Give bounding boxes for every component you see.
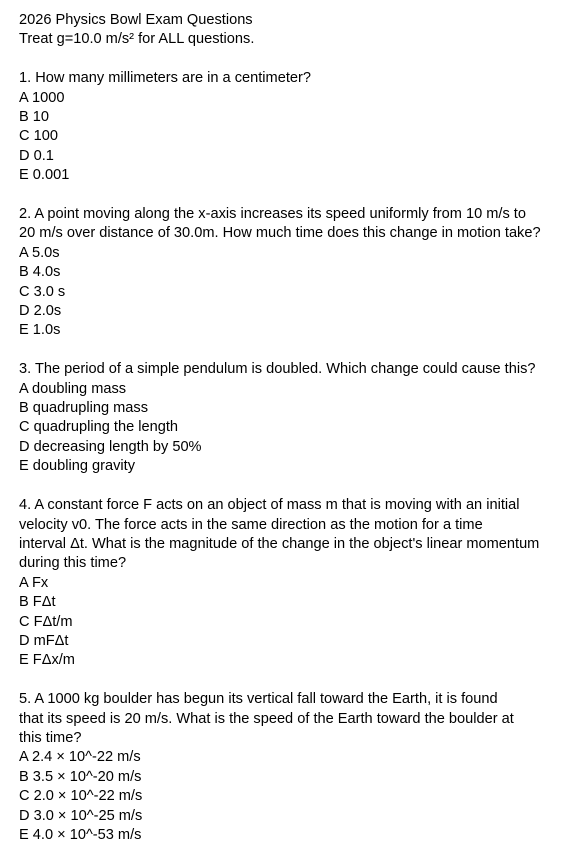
question-4-option-a: A Fx — [19, 574, 49, 591]
question-5-text-line: 5. A 1000 kg boulder has begun its vertical fall toward the Earth, it is found — [19, 691, 498, 708]
question-2-option-d: D 2.0s — [19, 303, 62, 320]
question-5-text-line: this time? — [19, 729, 82, 746]
question-2-option-a: A 5.0s — [19, 244, 60, 261]
question-4-text-line: interval Δt. What is the magnitude of the change in the object's linear momentum — [19, 535, 540, 552]
document-title: 2026 Physics Bowl Exam Questions — [19, 12, 253, 28]
question-4-option-b: B FΔt — [19, 594, 56, 611]
question-1-option-d: D 0.1 — [19, 147, 54, 164]
question-1-option-c: C 100 — [19, 128, 58, 145]
spacer — [19, 671, 584, 690]
question-2-option-e: E 1.0s — [19, 322, 61, 339]
question-3-option-e: E doubling gravity — [19, 458, 136, 475]
question-2-option-b: B 4.0s — [19, 264, 61, 281]
question-4 — [19, 496, 584, 671]
question-5-option-d: D 3.0 × 10^-25 m/s — [19, 807, 143, 824]
question-3-option-a: A doubling mass — [19, 380, 127, 397]
question-3-option-d: D decreasing length by 50% — [19, 438, 202, 455]
question-5 — [19, 690, 584, 845]
spacer — [19, 341, 584, 360]
question-4-text-line: during this time? — [19, 555, 127, 572]
question-5-option-a: A 2.4 × 10^-22 m/s — [19, 749, 141, 766]
question-4-option-c: C FΔt/m — [19, 613, 73, 630]
question-4-text-line: velocity v0. The force acts in the same direction as the motion for a time — [19, 516, 483, 533]
question-1 — [19, 69, 584, 185]
question-1-option-e: E 0.001 — [19, 167, 70, 184]
question-2-text-line: 20 m/s over distance of 30.0m. How much time does this change in motion take? — [19, 225, 541, 242]
question-5-option-b: B 3.5 × 10^-20 m/s — [19, 768, 142, 785]
question-1-text-line: 1. How many millimeters are in a centimeter? — [19, 70, 311, 87]
spacer — [19, 186, 584, 205]
spacer — [19, 477, 584, 496]
question-3-option-c: C quadrupling the length — [19, 419, 179, 436]
question-2 — [19, 205, 584, 341]
question-4-text-line: 4. A constant force F acts on an object of mass m that is moving with an initial — [19, 497, 520, 514]
question-3-text-line: 3. The period of a simple pendulum is doubled. Which change could cause this? — [19, 361, 536, 378]
gravity-instruction: Treat g=10.0 m/s² for ALL questions. — [19, 31, 255, 48]
question-2-option-c: C 3.0 s — [19, 283, 66, 300]
question-3-option-b: B quadrupling mass — [19, 400, 148, 417]
question-5-text-line: that its speed is 20 m/s. What is the speed of the Earth toward the boulder at — [19, 710, 514, 727]
question-5-option-c: C 2.0 × 10^-22 m/s — [19, 788, 143, 805]
spacer — [19, 50, 584, 69]
question-2-text-line: 2. A point moving along the x-axis increases its speed uniformly from 10 m/s to — [19, 206, 526, 223]
question-5-option-e: E 4.0 × 10^-53 m/s — [19, 826, 142, 843]
question-1-option-b: B 10 — [19, 109, 50, 126]
question-4-option-d: D mFΔt — [19, 632, 69, 649]
question-1-option-a: A 1000 — [19, 89, 65, 106]
question-4-option-e: E FΔx/m — [19, 652, 75, 669]
question-3 — [19, 360, 584, 476]
